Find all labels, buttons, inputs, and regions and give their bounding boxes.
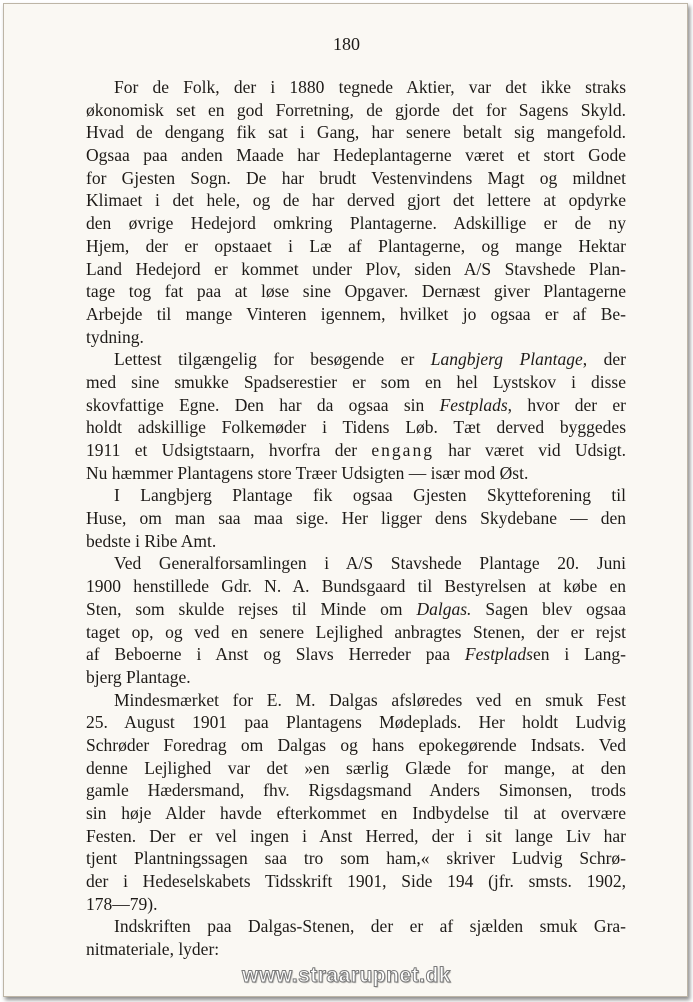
text-line: denne Lejlighed var det »en særlig Glæde for mange, at den [86,757,626,778]
body-text [86,76,626,961]
text-line: Hvad de dengang fik sat i Gang, har senere betalt sig mangefold. [86,122,626,143]
text-line: Festen. Der er vel ingen i Anst Herred, der i sit lange Liv har [86,825,626,846]
watermark: www.straarupnet.dk [242,964,451,987]
text-line: gamle Hædersmand, fhv. Rigsdagsmand Anders Simonsen, trods [86,780,626,801]
text-line: der i Hedeselskabets Tidsskrift 1901, Side 194 (jfr. smsts. 1902, [86,871,626,892]
text-line: Sten, som skulde rejses til Minde om Dalgas. Sagen blev ogsaa [86,598,626,619]
text-line: holdt adskillige Folkemøder i Tidens Løb. Tæt derved byggedes [86,417,626,438]
text-line: økonomisk set en god Forretning, de gjorde det for Sagens Skyld. [86,99,626,120]
text-line: Indskriften paa Dalgas-Stenen, der er af sjælden smuk Gra- [114,916,626,937]
text-line: Arbejde til mange Vinteren igennem, hvilket jo ogsaa er af Be- [86,303,626,324]
text-line: af Beboerne i Anst og Slavs Herreder paa Festpladsen i Lang- [86,644,627,665]
text-line: I Langbjerg Plantage fik ogsaa Gjesten Skytteforening til [114,485,626,506]
text-line: 178—79). [86,893,158,914]
text-line: Nu hæmmer Plantagens store Træer Udsigten — især mod Øst. [86,462,529,483]
text-line: Land Hedejord er kommet under Plov, siden A/S Stavshede Plan- [86,258,626,279]
text-line: 1900 henstillede Gdr. N. A. Bundsgaard til Bestyrelsen at købe en [86,576,626,597]
text-line: den øvrige Hedejord omkring Plantagerne. Adskillige er de ny [86,213,626,234]
text-line: 1911 et Udsigtstaarn, hvorfra der engang har været vid Udsigt. [86,440,626,460]
text-line: sin høje Alder havde efterkommet en Indbydelse til at overvære [86,803,626,823]
text-line: Klimaet i det hele, og de har derved gjort det lettere at opdyrke [86,190,626,211]
text-line: Ved Generalforsamlingen i A/S Stavshede Plantage 20. Juni [114,553,626,574]
text-line: Hjem, der er opstaaet i Læ af Plantagerne, og mange Hektar [86,235,626,256]
text-line: Ogsaa paa anden Maade har Hedeplantagerne været et stort Gode [86,145,626,166]
text-line: taget op, og ved en senere Lejlighed anbragtes Stenen, der er rejst [86,621,626,642]
text-line: bedste i Ribe Amt. [86,530,217,551]
text-line: Lettest tilgængelig for besøgende er Langbjerg Plantage, der [114,349,626,370]
text-line: tage tog fat paa at løse sine Opgaver. Dernæst giver Plantagerne [86,281,626,302]
text-line: tydning. [86,326,144,347]
text-line: bjerg Plantage. [86,666,191,687]
page-number: 180 [333,34,360,54]
text-line: Schrøder Foredrag om Dalgas og hans epokegørende Indsats. Ved [86,734,626,755]
text-line: med sine smukke Spadserestier er som en hel Lystskov i disse [86,371,626,392]
text-line: nitmateriale, lyder: [86,939,220,960]
text-line: For de Folk, der i 1880 tegnede Aktier, var det ikke straks [114,77,626,97]
text-line: for Gjesten Sogn. De har brudt Vestenvindens Magt og mildnet [86,167,626,188]
text-line: Huse, om man saa maa sige. Her ligger dens Skydebane — den [86,508,626,529]
text-line: skovfattige Egne. Den har da ogsaa sin Festplads, hvor der er [86,394,626,415]
text-line: Mindesmærket for E. M. Dalgas afsløredes ved en smuk Fest [114,689,626,710]
text-line: 25. August 1901 paa Plantagens Mødeplads. Her holdt Ludvig [86,712,626,733]
text-line: tjent Plantningssagen saa tro som ham,« skriver Ludvig Schrø- [86,848,626,869]
